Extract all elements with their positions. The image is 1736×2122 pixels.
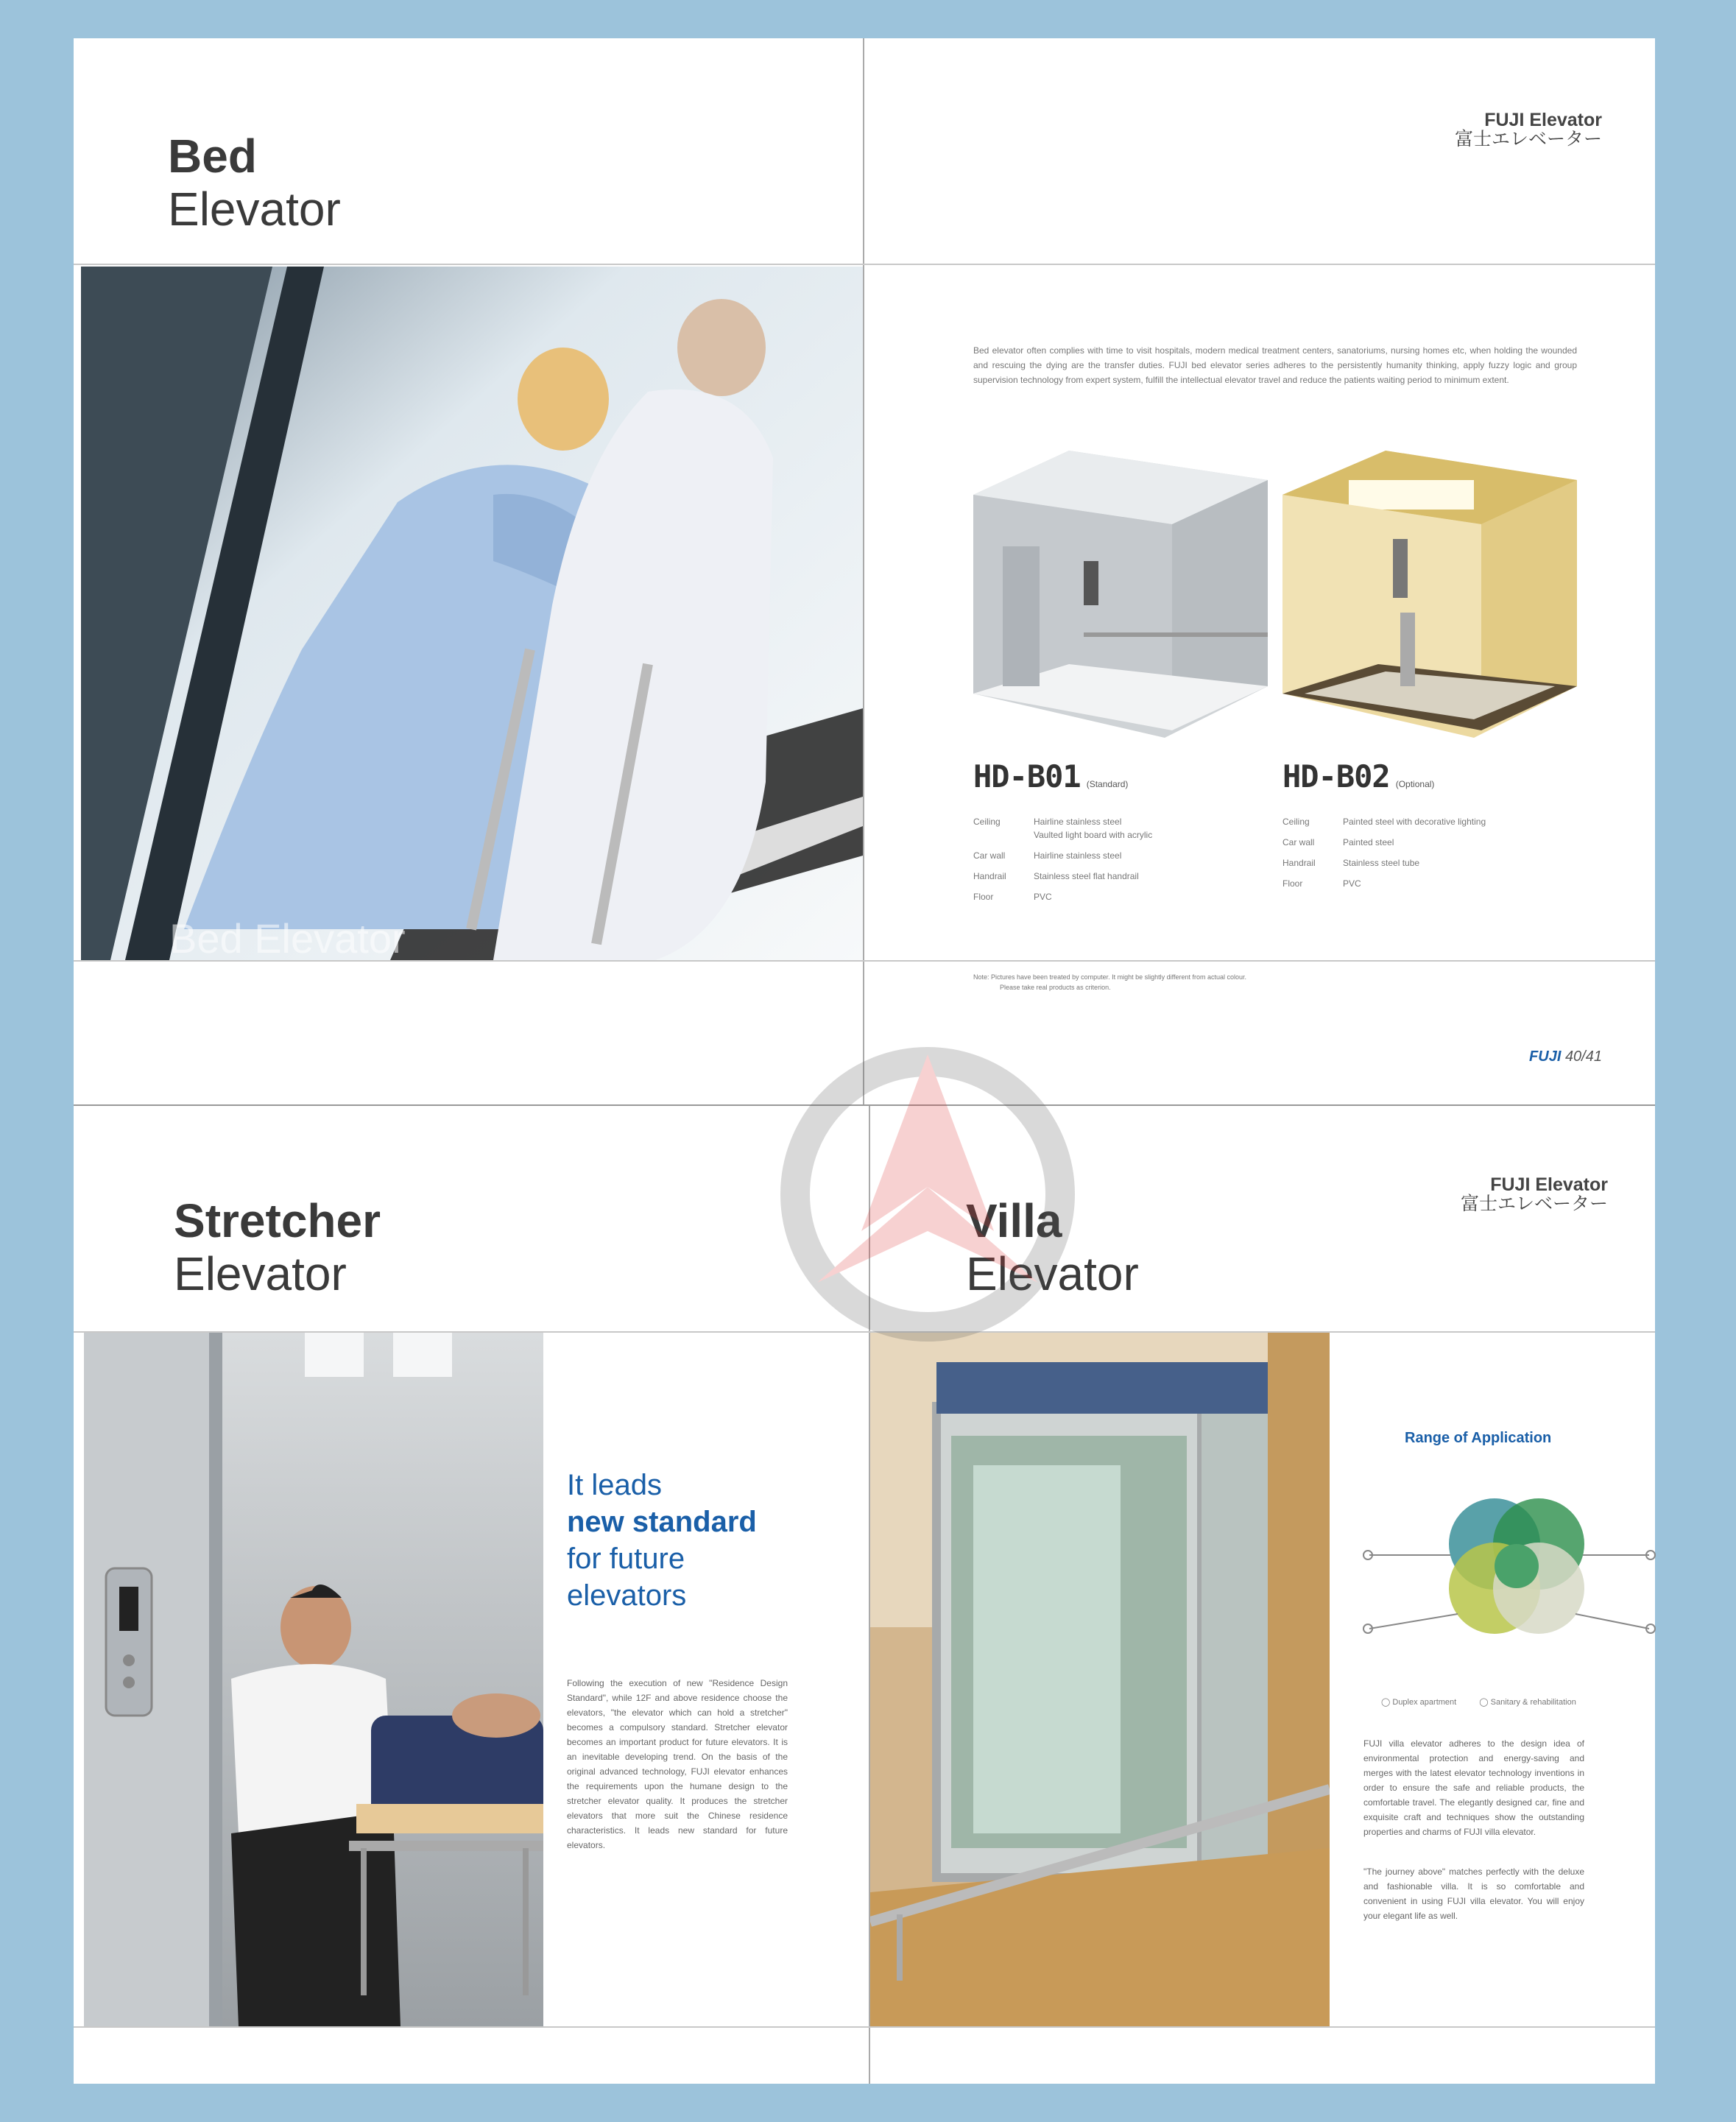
stretcher-tagline (567, 1467, 757, 1614)
villa-body-text-2: "The journey above" matches perfectly with the deluxe and fashionable villa. It is so comfortable and convenient in using FUJI villa elevator. You will enjoy your elegant life as well. (1363, 1867, 1584, 1921)
spec-row: Handrail Stainless steel flat handrail (973, 871, 1139, 881)
model-code: HD-B02 (1282, 758, 1390, 794)
page-number (1529, 1048, 1602, 1065)
bottom-rule (74, 2026, 1655, 2028)
stretcher-title-light: Elevator (174, 1247, 347, 1300)
villa-body-text-1: FUJI villa elevator adheres to the design idea of environmental protection and energy-saving and merges with the latest elevator technology inventions in order to ensure the safe and reliable products, the comfortable travel. The elegantly designed car, fine and exquisite craft and techniques show the outstanding properties and charms of FUJI villa elevator. (1363, 1738, 1584, 1837)
tagline-line: new standard (567, 1506, 757, 1538)
tagline-line: for future (567, 1543, 685, 1575)
legend-item: ◯ Sanitary & rehabilitation (1479, 1698, 1576, 1707)
spec-row: Ceiling Painted steel with decorative lighting (1282, 817, 1486, 827)
model-hd-b02 (1282, 758, 1434, 794)
note-line: Note: Pictures have been treated by computer. It might be slightly different from actual colour. (973, 973, 1247, 981)
spec-row: Car wall Painted steel (1282, 837, 1394, 847)
stretcher-elevator-photo (84, 1333, 543, 2026)
spec-row: Car wall Hairline stainless steel (973, 850, 1122, 861)
bed-title-light: Elevator (168, 183, 341, 236)
legend-item: ◯ Duplex apartment (1381, 1698, 1457, 1707)
bed-photo-caption: Bed Elevator (169, 915, 406, 960)
page-counter: 40/41 (1564, 1048, 1602, 1065)
range-diagram (1355, 1474, 1664, 1680)
model-tag: (Standard) (1086, 779, 1129, 789)
bed-note (973, 972, 1246, 993)
bed-elevator-photo (81, 267, 863, 960)
brand-block-bottom (1461, 1175, 1608, 1213)
watermark-logo (773, 1040, 1082, 1349)
villa-title-bold: Villa (966, 1194, 1062, 1247)
spec-row: Vaulted light board with acrylic (1034, 830, 1153, 840)
spec-row: Handrail Stainless steel tube (1282, 858, 1420, 868)
spec-list-hd-b02 (1282, 811, 1486, 894)
spec-row: Ceiling Hairline stainless steel (973, 817, 1122, 827)
range-of-application-title: Range of Application (1405, 1430, 1552, 1446)
note-line: Please take real products as criterion. (1000, 984, 1111, 991)
stretcher-title-bold: Stretcher (174, 1194, 381, 1247)
venn-center (1495, 1544, 1539, 1588)
range-legend (1381, 1695, 1576, 1710)
tagline-line: elevators (567, 1579, 687, 1612)
hd-b01-car-image (973, 451, 1268, 738)
model-hd-b01 (973, 758, 1128, 794)
mid-rule (74, 960, 1655, 962)
hd-b02-car-image (1282, 451, 1577, 738)
spec-row: Floor PVC (1282, 878, 1361, 889)
villa-elevator-photo (870, 1333, 1330, 2026)
brand-name-jp: 富士エレベーター (1460, 1194, 1608, 1214)
spec-list-hd-b01 (973, 811, 1152, 907)
brand-name: FUJI Elevator (1490, 1174, 1608, 1195)
bed-title-bold: Bed (168, 130, 257, 183)
brand-name: FUJI Elevator (1484, 110, 1602, 130)
villa-title-light: Elevator (966, 1247, 1139, 1300)
center-divider-top (863, 38, 864, 1106)
brochure-sheet (74, 38, 1655, 2084)
top-rule (74, 264, 1655, 265)
model-tag: (Optional) (1395, 779, 1435, 789)
brand-name-jp: 富士エレベーター (1454, 129, 1602, 149)
stretcher-body-text: Following the execution of new "Residence Design Standard", while 12F and above residence choose the elevators, "the elevator which can hold a stretcher" becomes a compulsory standard. Stretcher elevator becomes an important product for future elevators. It is an inevitable developing trend. On the basis of the original advanced technology, FUJI elevator enhances the requirements upon the humane design to the stretcher elevator quality. It produces the stretcher elevators that more suit the Chinese residence characteristics. It leads new standard for future elevators. (567, 1678, 788, 1850)
bed-intro-text: Bed elevator often complies with time to visit hospitals, modern medical treatment centers, sanatoriums, nursing homes etc, when holding the wounded and rescuing the dying are the transfer duties. FUJI bed elevator series adheres to the persistently humanity thinking, apply fuzzy logic and group supervision technology from expert system, fulfill the intellectual elevator travel and reduce the patients waiting period to minimum extent. (973, 345, 1577, 385)
tagline-line: It leads (567, 1469, 662, 1501)
spec-row: Floor PVC (973, 892, 1052, 902)
model-code: HD-B01 (973, 758, 1081, 794)
fuji-logo: FUJI (1529, 1048, 1562, 1065)
brand-block-top (1455, 110, 1602, 149)
